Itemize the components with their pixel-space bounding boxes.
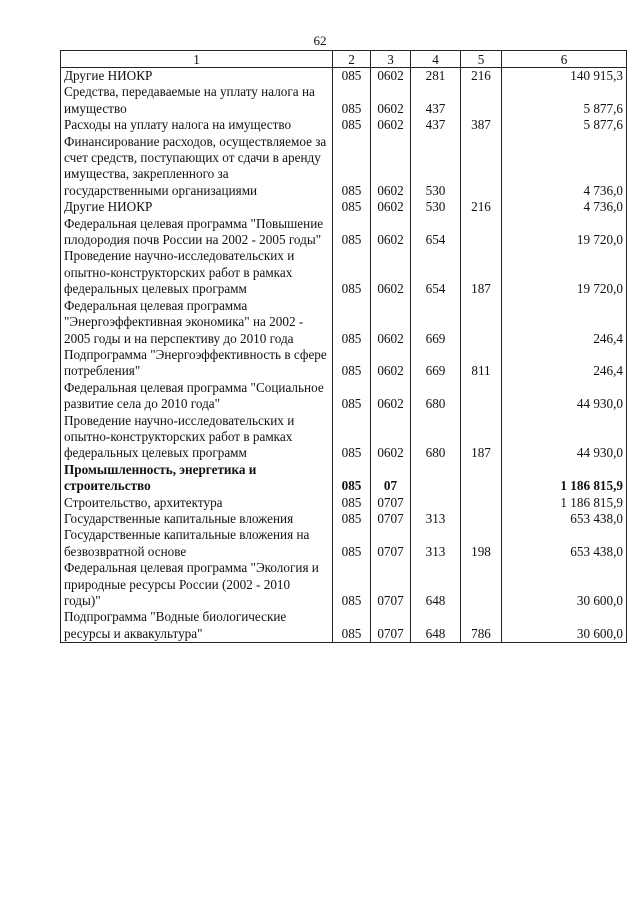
amount: 140 915,3 <box>502 68 627 85</box>
item-name: Другие НИОКР <box>61 68 333 85</box>
column-header-3: 3 <box>371 51 411 68</box>
item-name: Федеральная целевая программа "Энергоэффективная экономика" на 2002 - 2005 годы и на перспективу до 2010 года <box>61 298 333 347</box>
code-col-4: 437 <box>411 84 461 117</box>
item-name: Проведение научно-исследовательских и опытно-конструкторских работ в рамках федеральных целевых программ <box>61 413 333 462</box>
code-col-3: 0602 <box>371 248 411 297</box>
code-col-5: 187 <box>461 248 502 297</box>
code-col-4 <box>411 495 461 511</box>
code-col-2: 085 <box>333 380 371 413</box>
table-row <box>61 609 627 642</box>
code-col-2: 085 <box>333 134 371 200</box>
amount: 44 930,0 <box>502 413 627 462</box>
item-name: Федеральная целевая программа "Социальное развитие села до 2010 года" <box>61 380 333 413</box>
code-col-3: 0602 <box>371 134 411 200</box>
table-row <box>61 527 627 560</box>
code-col-2: 085 <box>333 347 371 380</box>
amount: 1 186 815,9 <box>502 462 627 495</box>
code-col-5 <box>461 560 502 609</box>
item-name: Расходы на уплату налога на имущество <box>61 117 333 133</box>
code-col-3: 0602 <box>371 298 411 347</box>
code-col-4: 680 <box>411 380 461 413</box>
code-col-3: 0602 <box>371 68 411 85</box>
table-row <box>61 462 627 495</box>
table-row <box>61 511 627 527</box>
page-number: 62 <box>313 33 327 48</box>
code-col-2: 085 <box>333 560 371 609</box>
code-col-4: 669 <box>411 298 461 347</box>
code-col-4: 530 <box>411 199 461 215</box>
code-col-4: 648 <box>411 609 461 642</box>
column-header-5: 5 <box>461 51 502 68</box>
table-row <box>61 216 627 249</box>
code-col-5 <box>461 134 502 200</box>
code-col-5 <box>461 380 502 413</box>
amount: 4 736,0 <box>502 199 627 215</box>
code-col-3: 0707 <box>371 511 411 527</box>
code-col-5: 216 <box>461 68 502 85</box>
table-row <box>61 134 627 200</box>
code-col-5: 198 <box>461 527 502 560</box>
code-col-2: 085 <box>333 199 371 215</box>
code-col-5 <box>461 511 502 527</box>
item-name: Строительство, архитектура <box>61 495 333 511</box>
code-col-2: 085 <box>333 248 371 297</box>
table-row <box>61 68 627 85</box>
code-col-3: 0707 <box>371 609 411 642</box>
item-name: Государственные капитальные вложения <box>61 511 333 527</box>
budget-table <box>60 50 627 643</box>
column-header-4: 4 <box>411 51 461 68</box>
table-row <box>61 84 627 117</box>
code-col-5 <box>461 84 502 117</box>
code-col-3: 0707 <box>371 527 411 560</box>
amount: 653 438,0 <box>502 511 627 527</box>
table-row <box>61 495 627 511</box>
table-row <box>61 347 627 380</box>
code-col-4: 654 <box>411 248 461 297</box>
item-name: Другие НИОКР <box>61 199 333 215</box>
code-col-2: 085 <box>333 462 371 495</box>
code-col-2: 085 <box>333 527 371 560</box>
amount: 44 930,0 <box>502 380 627 413</box>
table-row <box>61 248 627 297</box>
code-col-4: 648 <box>411 560 461 609</box>
code-col-2: 085 <box>333 84 371 117</box>
table-row <box>61 413 627 462</box>
code-col-5 <box>461 298 502 347</box>
code-col-2: 085 <box>333 298 371 347</box>
code-col-5 <box>461 495 502 511</box>
item-name: Подпрограмма "Энергоэффективность в сфере потребления" <box>61 347 333 380</box>
amount: 246,4 <box>502 298 627 347</box>
table-row <box>61 199 627 215</box>
code-col-2: 085 <box>333 609 371 642</box>
item-name: Финансирование расходов, осуществляемое за счет средств, поступающих от сдачи в аренду имущества, закрепленного за государственными организациями <box>61 134 333 200</box>
code-col-5: 187 <box>461 413 502 462</box>
code-col-5 <box>461 216 502 249</box>
table-row <box>61 380 627 413</box>
column-header-2: 2 <box>333 51 371 68</box>
table-header <box>61 51 627 68</box>
code-col-3: 0602 <box>371 380 411 413</box>
code-col-4: 680 <box>411 413 461 462</box>
item-name: Промышленность, энергетика и строительство <box>61 462 333 495</box>
code-col-5: 786 <box>461 609 502 642</box>
column-header-6: 6 <box>502 51 627 68</box>
amount: 4 736,0 <box>502 134 627 200</box>
item-name: Федеральная целевая программа "Повышение плодородия почв России на 2002 - 2005 годы" <box>61 216 333 249</box>
code-col-2: 085 <box>333 117 371 133</box>
table-row <box>61 298 627 347</box>
code-col-3: 0602 <box>371 117 411 133</box>
table-row <box>61 560 627 609</box>
code-col-3: 0602 <box>371 413 411 462</box>
item-name: Государственные капитальные вложения на безвозвратной основе <box>61 527 333 560</box>
amount: 19 720,0 <box>502 248 627 297</box>
code-col-2: 085 <box>333 68 371 85</box>
code-col-4: 530 <box>411 134 461 200</box>
code-col-3: 07 <box>371 462 411 495</box>
code-col-4: 313 <box>411 511 461 527</box>
amount: 30 600,0 <box>502 609 627 642</box>
code-col-4: 669 <box>411 347 461 380</box>
code-col-5: 387 <box>461 117 502 133</box>
code-col-2: 085 <box>333 495 371 511</box>
code-col-2: 085 <box>333 511 371 527</box>
code-col-4: 313 <box>411 527 461 560</box>
code-col-3: 0602 <box>371 84 411 117</box>
code-col-4: 281 <box>411 68 461 85</box>
item-name: Средства, передаваемые на уплату налога на имущество <box>61 84 333 117</box>
code-col-4: 654 <box>411 216 461 249</box>
item-name: Федеральная целевая программа "Экология и природные ресурсы России (2002 - 2010 годы)" <box>61 560 333 609</box>
amount: 5 877,6 <box>502 84 627 117</box>
column-header-1: 1 <box>61 51 333 68</box>
header-row <box>61 51 627 68</box>
code-col-5: 216 <box>461 199 502 215</box>
code-col-3: 0602 <box>371 216 411 249</box>
code-col-3: 0602 <box>371 347 411 380</box>
amount: 5 877,6 <box>502 117 627 133</box>
code-col-4 <box>411 462 461 495</box>
table-row <box>61 117 627 133</box>
item-name: Проведение научно-исследовательских и опытно-конструкторских работ в рамках федеральных целевых программ <box>61 248 333 297</box>
item-name: Подпрограмма "Водные биологические ресурсы и аквакультура" <box>61 609 333 642</box>
code-col-2: 085 <box>333 413 371 462</box>
code-col-2: 085 <box>333 216 371 249</box>
code-col-5 <box>461 462 502 495</box>
code-col-3: 0602 <box>371 199 411 215</box>
code-col-3: 0707 <box>371 495 411 511</box>
amount: 1 186 815,9 <box>502 495 627 511</box>
code-col-5: 811 <box>461 347 502 380</box>
table-body <box>61 68 627 643</box>
amount: 19 720,0 <box>502 216 627 249</box>
amount: 30 600,0 <box>502 560 627 609</box>
amount: 653 438,0 <box>502 527 627 560</box>
code-col-4: 437 <box>411 117 461 133</box>
amount: 246,4 <box>502 347 627 380</box>
code-col-3: 0707 <box>371 560 411 609</box>
